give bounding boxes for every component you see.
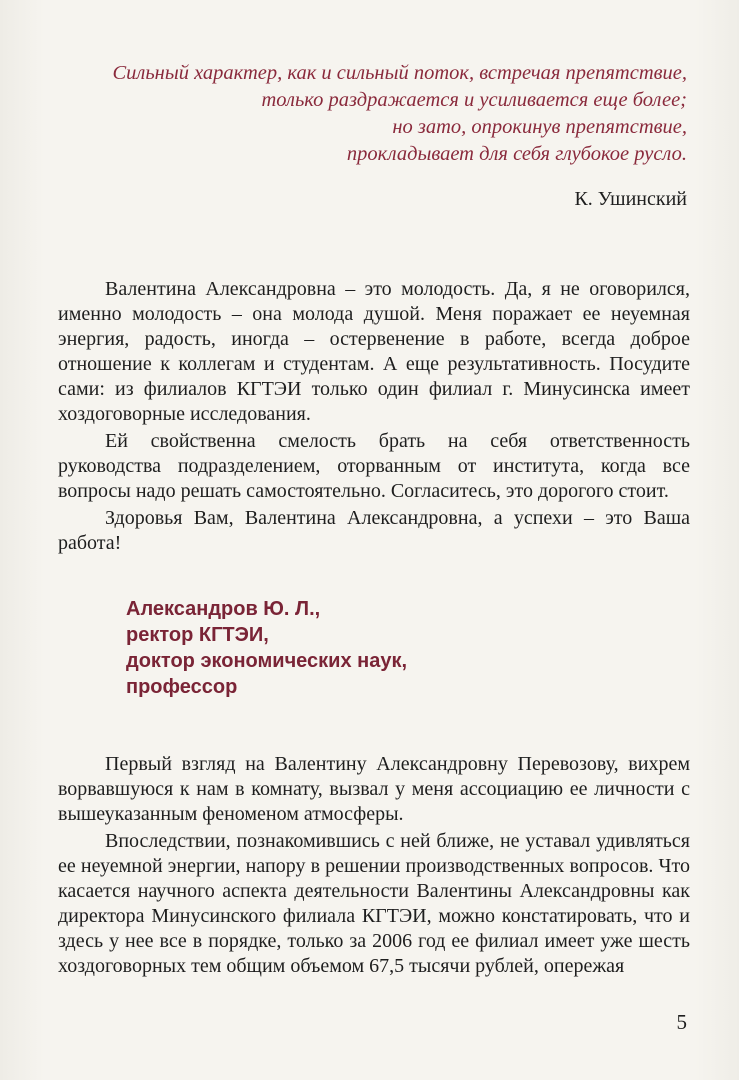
tribute-text-2 xyxy=(58,752,690,981)
paragraph: Здоровья Вам, Валентина Александровна, а успехи – это Ваша работа! xyxy=(58,507,690,554)
epigraph xyxy=(47,60,687,168)
author-signature xyxy=(126,596,407,700)
paragraph: Впоследствии, познакомившись с ней ближе, не уставал удивляться ее неуемной энергии, напору в решении производственных вопросов. Что касается научного аспекта деятельности Валентины Александровны как директора Минусинского филиала КГТЭИ, можно констатировать, что и здесь у нее все в порядке, только за 2006 год ее филиал имеет уже шесть хоздоговорных тем общим объемом 67,5 тысячи рублей, опережая xyxy=(58,830,690,977)
page-number: 5 xyxy=(676,1010,687,1034)
epigraph-line: Сильный характер, как и сильный поток, встречая препятствие, xyxy=(112,62,687,84)
signature-name: Александров Ю. Л., xyxy=(126,598,321,620)
epigraph-line: прокладывает для себя глубокое русло. xyxy=(346,143,687,165)
epigraph-line: только раздражается и усиливается еще более; xyxy=(261,89,687,111)
paragraph: Первый взгляд на Валентину Александровну Перевозову, вихрем ворвавшуюся к нам в комнату, вызвал у меня ассоциацию ее личности с вышеуказанным феноменом атмосферы. xyxy=(58,753,690,825)
paragraph: Валентина Александровна – это молодость. Да, я не оговорился, именно молодость – она молода душой. Меня поражает ее неуемная энергия, радость, иногда – остервенение в работе, всегда доброе отношение к коллегам и студентам. А еще результативность. Посудите сами: из филиалов КГТЭИ только один филиал г. Минусинска имеет хоздоговорные исследования. xyxy=(58,278,690,425)
tribute-text-1 xyxy=(58,277,690,558)
epigraph-author: К. Ушинский xyxy=(574,188,687,210)
signature-title: профессор xyxy=(126,676,238,698)
epigraph-line: но зато, опрокинув препятствие, xyxy=(392,116,687,138)
signature-degree: доктор экономических наук, xyxy=(126,650,408,672)
signature-position: ректор КГТЭИ, xyxy=(126,624,269,646)
paragraph: Ей свойственна смелость брать на себя ответственность руководства подразделением, оторванным от института, когда все вопросы надо решать самостоятельно. Согласитесь, это дорогого стоит. xyxy=(58,430,690,502)
